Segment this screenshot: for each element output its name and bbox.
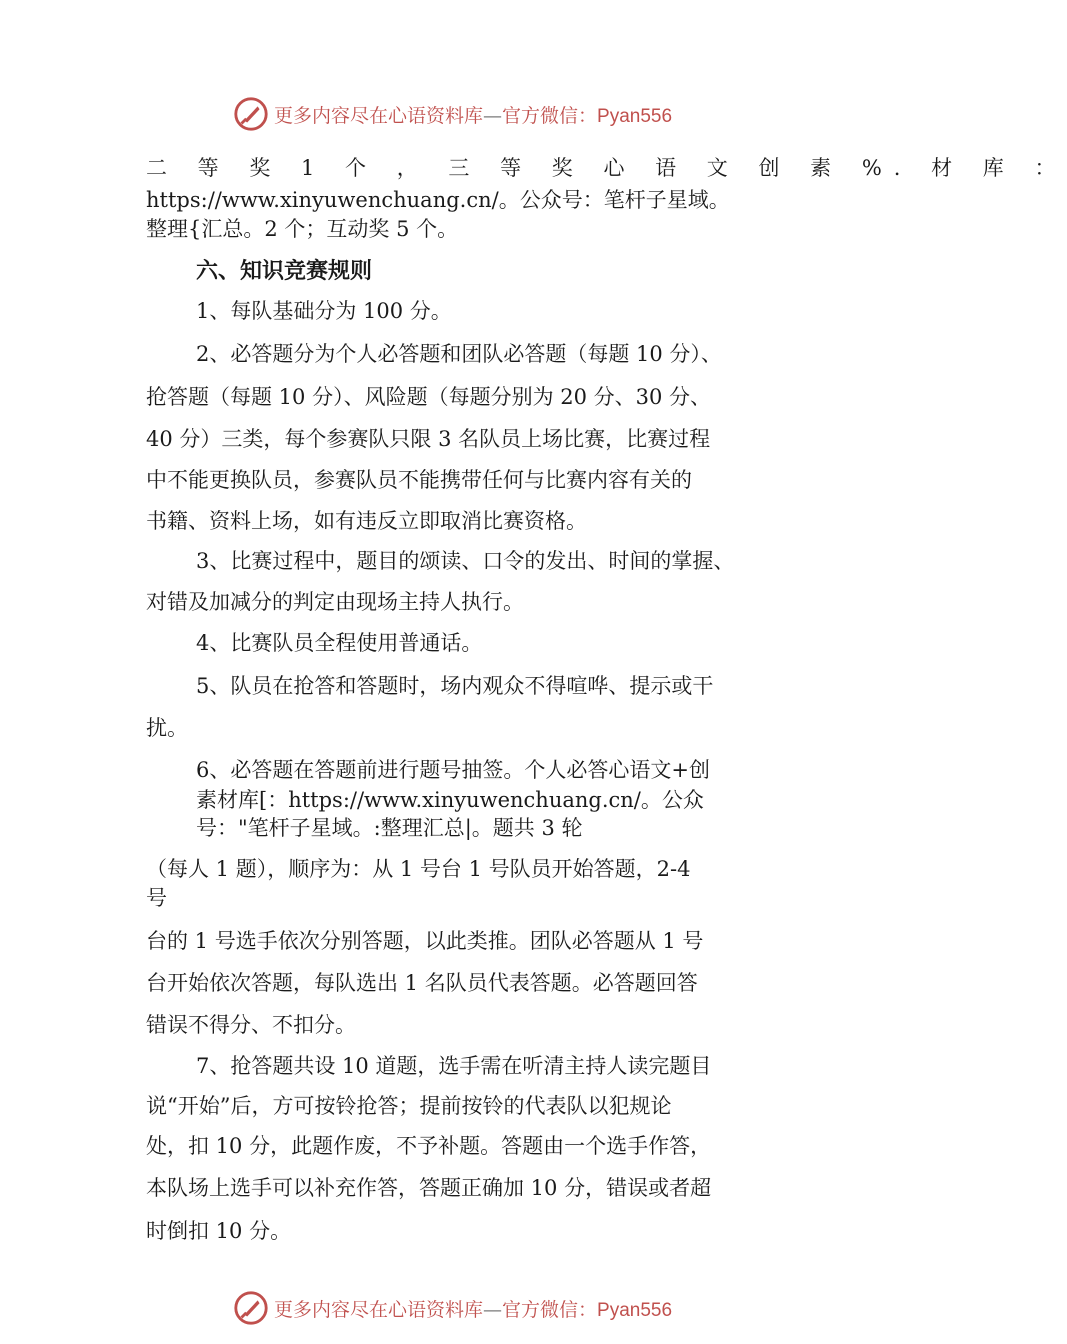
pen-nib-circle-logo-icon	[232, 1289, 270, 1327]
text-line: 错误不得分、不扣分。	[146, 1013, 356, 1037]
watermark-official: 官方微信：	[502, 1298, 598, 1321]
watermark-account: Pyan556	[597, 1299, 673, 1321]
text-line: 3、比赛过程中，题目的颂读、口令的发出、时间的掌握、	[196, 549, 735, 573]
pen-nib-circle-logo-icon	[232, 95, 270, 133]
text-line: https://www.xinyuwenchuang.cn/。公众号：笔杆子星域。	[146, 188, 730, 212]
text-line: 6、必答题在答题前进行题号抽签。个人必答心语文+创	[196, 758, 710, 782]
text-line: 号："笔杆子星域。:整理汇总|。题共 3 轮	[196, 816, 583, 840]
watermark-banner-bottom	[232, 1288, 752, 1328]
watermark-separator: —	[483, 104, 503, 127]
watermark-banner-top	[232, 94, 752, 134]
watermark-account: Pyan556	[597, 105, 673, 127]
watermark-separator: —	[483, 1298, 503, 1321]
text-line: 5、队员在抢答和答题时，场内观众不得喧哗、提示或干	[196, 674, 714, 698]
text-line: 素材库[：https://www.xinyuwenchuang.cn/。公众	[196, 788, 704, 812]
text-line: 整理{汇总。2 个；互动奖 5 个。	[146, 217, 459, 241]
text-line: 40 分）三类，每个参赛队只限 3 名队员上场比赛，比赛过程	[146, 427, 711, 451]
text-line: 说“开始”后，方可按铃抢答；提前按铃的代表队以犯规论	[146, 1094, 672, 1118]
text-line: 抢答题（每题 10 分）、风险题（每题分别为 20 分、30 分、	[146, 385, 712, 409]
text-line: 中不能更换队员，参赛队员不能携带任何与比赛内容有关的	[146, 468, 692, 492]
watermark-official: 官方微信：	[502, 104, 598, 127]
text-line: 台的 1 号选手依次分别答题，以此类推。团队必答题从 1 号	[146, 929, 704, 953]
text-line: 处，扣 10 分，此题作废，不予补题。答题由一个选手作答，	[146, 1134, 712, 1158]
text-line: 1、每队基础分为 100 分。	[196, 299, 452, 323]
watermark-text: 更多内容尽在心语资料库	[274, 1298, 484, 1321]
text-line: 7、抢答题共设 10 道题，选手需在听清主持人读完题目	[196, 1054, 712, 1078]
text-line: 时倒扣 10 分。	[146, 1219, 292, 1243]
text-line: 4、比赛队员全程使用普通话。	[196, 631, 483, 655]
text-line: 扰。	[146, 716, 188, 740]
text-line: 对错及加减分的判定由现场主持人执行。	[146, 590, 524, 614]
text-line: 台开始依次答题，每队选出 1 名队员代表答题。必答题回答	[146, 971, 698, 995]
text-line: 2、必答题分为个人必答题和团队必答题（每题 10 分）、	[196, 342, 722, 366]
text-line: 二 等 奖 1 个 ， 三 等 奖 心 语 文 创 素 %. 材 库 ：	[146, 156, 1067, 180]
text-line: 书籍、资料上场，如有违反立即取消比赛资格。	[146, 509, 587, 533]
text-line: （每人 1 题），顺序为：从 1 号台 1 号队员开始答题，2-4	[146, 857, 691, 881]
text-line: 号	[146, 886, 167, 910]
section-heading: 六、知识竞赛规则	[196, 259, 373, 284]
watermark-text: 更多内容尽在心语资料库	[274, 104, 484, 127]
text-line: 本队场上选手可以补充作答，答题正确加 10 分，错误或者超	[146, 1176, 712, 1200]
